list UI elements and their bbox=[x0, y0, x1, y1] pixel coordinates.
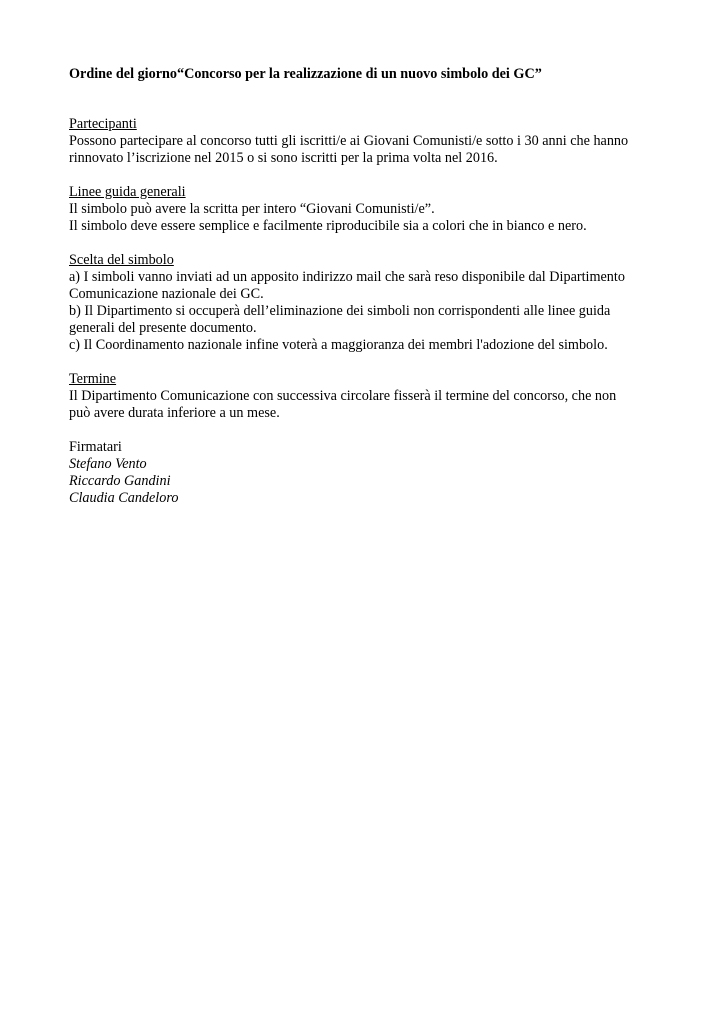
section-line: rinnovato l’iscrizione nel 2015 o si sono iscritti per la prima volta nel 2016. bbox=[69, 150, 498, 166]
section-heading: Partecipanti bbox=[69, 116, 137, 132]
document-page bbox=[69, 66, 669, 524]
section-heading: Termine bbox=[69, 371, 117, 387]
document-title: Ordine del giorno“Concorso per la realizzazione di un nuovo simbolo dei GC” bbox=[69, 66, 542, 82]
signer-name: Claudia Candeloro bbox=[69, 490, 179, 506]
section-heading: Linee guida generali bbox=[69, 184, 186, 200]
signers-block bbox=[69, 439, 669, 507]
section-scelta-simbolo bbox=[69, 252, 669, 354]
section-line: generali del presente documento. bbox=[69, 320, 257, 336]
signer-name: Stefano Vento bbox=[69, 456, 147, 472]
section-heading: Scelta del simbolo bbox=[69, 252, 174, 268]
section-line: può avere durata inferiore a un mese. bbox=[69, 405, 280, 421]
section-termine bbox=[69, 371, 669, 422]
signer-name: Riccardo Gandini bbox=[69, 473, 171, 489]
signers-label: Firmatari bbox=[69, 439, 122, 455]
section-line: Il Dipartimento Comunicazione con successiva circolare fisserà il termine del concorso, che non bbox=[69, 388, 617, 404]
section-line: Il simbolo deve essere semplice e facilmente riproducibile sia a colori che in bianco e nero. bbox=[69, 218, 587, 234]
section-linee-guida bbox=[69, 184, 669, 235]
section-line: Comunicazione nazionale dei GC. bbox=[69, 286, 264, 302]
section-line: Il simbolo può avere la scritta per intero “Giovani Comunisti/e”. bbox=[69, 201, 435, 217]
section-line: Possono partecipare al concorso tutti gli iscritti/e ai Giovani Comunisti/e sotto i 30 anni che hanno bbox=[69, 133, 629, 149]
section-line: b) Il Dipartimento si occuperà dell’eliminazione dei simboli non corrispondenti alle linee guida bbox=[69, 303, 611, 319]
section-partecipanti bbox=[69, 116, 669, 167]
section-line: a) I simboli vanno inviati ad un apposito indirizzo mail che sarà reso disponibile dal Dipartimento bbox=[69, 269, 625, 285]
section-line: c) Il Coordinamento nazionale infine voterà a maggioranza dei membri l'adozione del simbolo. bbox=[69, 337, 608, 353]
